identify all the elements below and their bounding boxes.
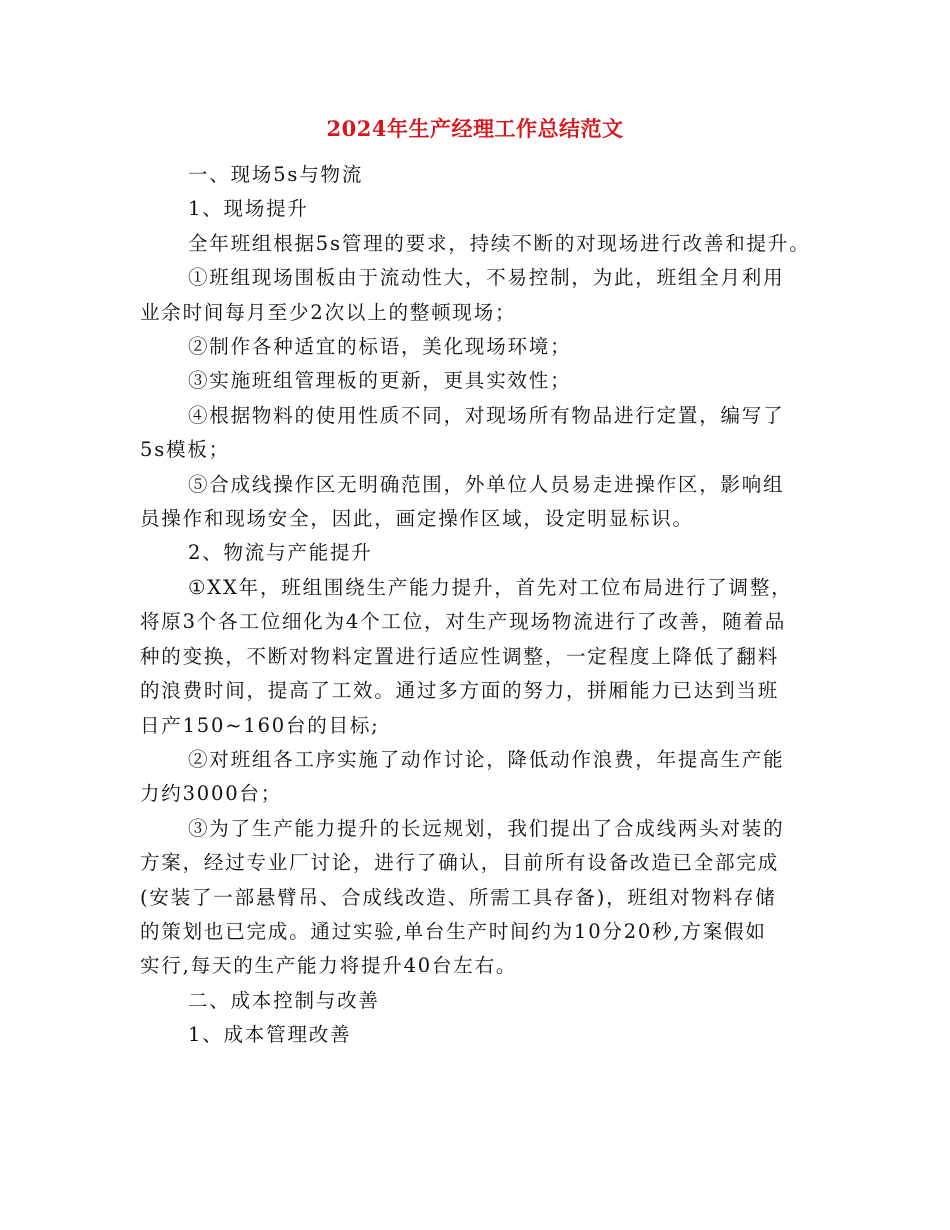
- paragraph-line: ⑤合成线操作区无明确范围，外单位人员易走进操作区，影响组: [188, 472, 785, 496]
- paragraph-line: 业余时间每月至少2次以上的整顿现场；: [140, 300, 517, 324]
- paragraph-line: ②对班组各工序实施了动作讨论，降低动作浪费，年提高生产能: [188, 747, 785, 771]
- paragraph-line: 日产150~160台的目标;: [140, 713, 380, 737]
- paragraph-line: 方案，经过专业厂讨论，进行了确认，目前所有设备改造已全部完成: [140, 851, 780, 875]
- paragraph-line: 力约3000台；: [140, 782, 283, 806]
- paragraph-line: 全年班组根据5s管理的要求，持续不断的对现场进行改善和提升。: [188, 231, 811, 255]
- paragraph-line: 种的变换，不断对物料定置进行适应性调整，一定程度上降低了翻料: [140, 644, 780, 668]
- document-title: 2024年生产经理工作总结范文: [326, 116, 624, 141]
- subsection-heading: 2、物流与产能提升: [188, 541, 373, 565]
- paragraph-line: 员操作和现场安全，因此，画定操作区域，设定明显标识。: [140, 507, 694, 531]
- section-heading: 二、成本控制与改善: [188, 988, 380, 1012]
- paragraph-line: ②制作各种适宜的标语，美化现场环境；: [188, 335, 572, 359]
- paragraph-line: 的浪费时间，提高了工效。通过多方面的努力，拼厢能力已达到当班: [140, 679, 780, 703]
- paragraph-line: ①班组现场围板由于流动性大，不易控制，为此，班组全月利用: [188, 266, 785, 290]
- paragraph-line: (安装了一部悬臂吊、合成线改造、所需工具存备)，班组对物料存储: [140, 885, 777, 909]
- paragraph-line: ①XX年，班组围绕生产能力提升，首先对工位布局进行了调整，: [188, 575, 793, 599]
- paragraph-line: 的策划也已完成。通过实验,单台生产时间约为10分20秒,方案假如: [140, 919, 767, 943]
- subsection-heading: 1、成本管理改善: [188, 1023, 352, 1047]
- paragraph-line: 5s模板；: [140, 438, 230, 462]
- paragraph-line: ③实施班组管理板的更新，更具实效性；: [188, 369, 572, 393]
- paragraph-line: ③为了生产能力提升的长远规划，我们提出了合成线两头对装的: [188, 816, 785, 840]
- document-body: [140, 158, 818, 1053]
- section-heading: 一、现场5s与物流: [188, 163, 364, 186]
- subsection-heading: 1、现场提升: [188, 197, 309, 221]
- paragraph-line: 实行,每天的生产能力将提升40台左右。: [140, 954, 518, 978]
- paragraph-line: ④根据物料的使用性质不同，对现场所有物品进行定置，编写了: [188, 403, 785, 427]
- paragraph-line: 将原3个各工位细化为4个工位，对生产现场物流进行了改善，随着品: [140, 610, 787, 634]
